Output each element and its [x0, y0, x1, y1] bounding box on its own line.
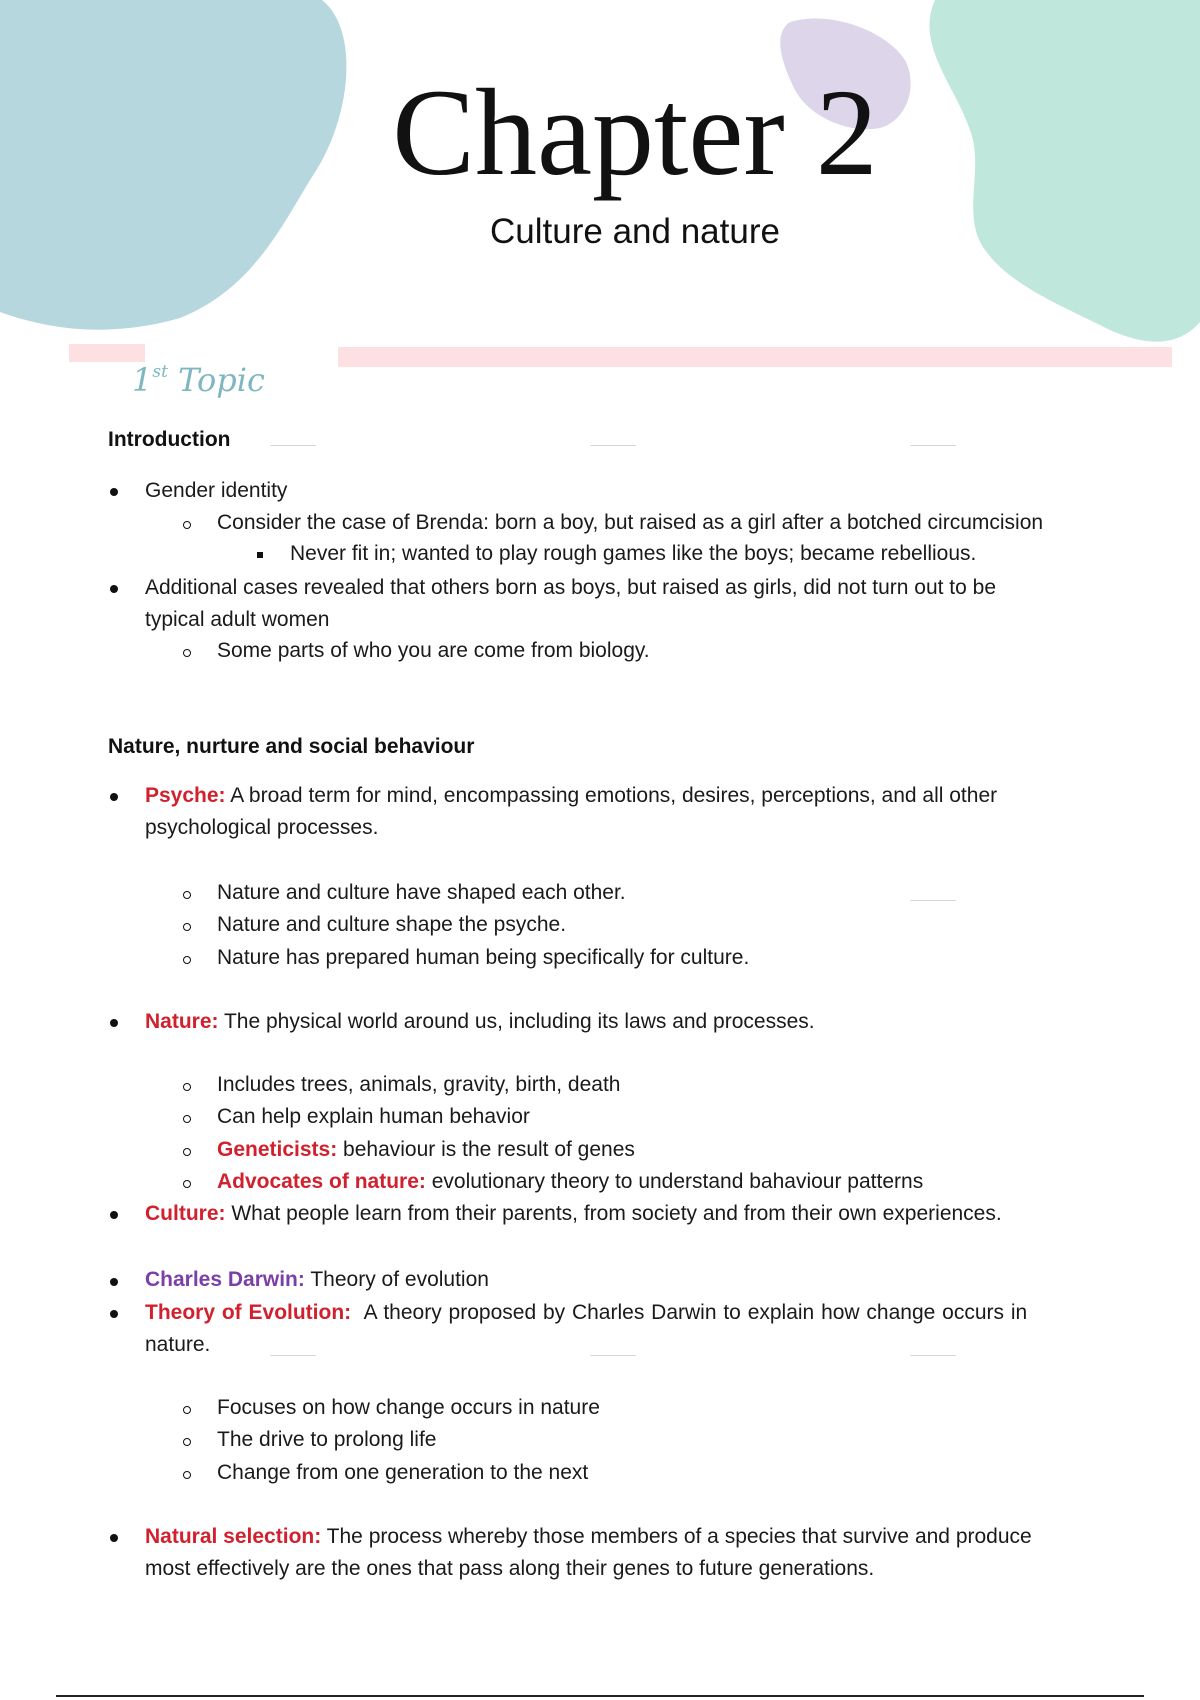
divider-dash	[590, 1355, 636, 1356]
culture-definition: What people learn from their parents, from society and from their own experiences.	[225, 1202, 1002, 1225]
bullet-disc	[110, 585, 118, 593]
darwin-definition: Theory of evolution	[304, 1268, 489, 1291]
page-bottom-rule	[56, 1695, 1144, 1697]
bullet-circle	[183, 649, 191, 657]
bullet-disc	[110, 1278, 118, 1286]
bullet-circle	[183, 1115, 191, 1123]
topic-word: Topic	[178, 361, 265, 399]
list-item: Never fit in; wanted to play rough games like the boys; became rebellious.	[290, 542, 977, 565]
list-item: Nature and culture shape the psyche.	[217, 913, 567, 936]
term-nature: Nature:	[145, 1010, 219, 1033]
list-item-continued: typical adult women	[145, 608, 330, 631]
bullet-disc	[110, 793, 118, 801]
bullet-circle	[183, 1148, 191, 1156]
bullet-disc	[110, 1534, 118, 1542]
bullet-disc	[110, 488, 118, 496]
bullet-circle	[183, 956, 191, 964]
evolution-definition: A theory proposed by Charles Darwin to explain how change occurs in	[351, 1301, 1028, 1324]
list-item: Consider the case of Brenda: born a boy, but raised as a girl after a botched circumcision	[217, 511, 1044, 534]
bullet-circle	[183, 1438, 191, 1446]
list-item: Nature has prepared human being specifically for culture.	[217, 946, 750, 969]
bullet-disc	[110, 1310, 118, 1318]
term-charles-darwin: Charles Darwin:	[145, 1268, 305, 1291]
list-item-psyche	[145, 781, 997, 811]
list-item: Can help explain human behavior	[217, 1105, 530, 1128]
list-item: Nature and culture have shaped each other.	[217, 881, 626, 904]
chapter-title: Chapter 2	[392, 64, 878, 201]
list-item: Additional cases revealed that others born as boys, but raised as girls, did not turn out to be	[145, 576, 997, 599]
advocates-definition: evolutionary theory to understand bahaviour patterns	[425, 1170, 924, 1193]
introduction-heading: Introduction	[108, 428, 231, 451]
bullet-circle	[183, 923, 191, 931]
divider-dash	[910, 900, 956, 901]
list-item-continued: nature.	[145, 1333, 211, 1356]
list-item-advocates	[217, 1167, 923, 1197]
nature-nurture-heading: Nature, nurture and social behaviour	[108, 735, 475, 758]
divider-dash	[270, 1355, 316, 1356]
list-item: Gender identity	[145, 479, 288, 502]
term-natural-selection: Natural selection:	[145, 1525, 322, 1548]
term-geneticists: Geneticists:	[217, 1138, 338, 1161]
geneticists-definition: behaviour is the result of genes	[337, 1138, 635, 1161]
list-item-nature	[145, 1007, 815, 1037]
list-item-continued: psychological processes.	[145, 816, 379, 839]
bullet-circle	[183, 891, 191, 899]
list-item: Focuses on how change occurs in nature	[217, 1396, 600, 1419]
term-theory-of-evolution: Theory of Evolution:	[145, 1301, 352, 1324]
natural-selection-definition: The process whereby those members of a species that survive and produce	[321, 1525, 1032, 1548]
divider-dash	[910, 1355, 956, 1356]
list-item-darwin	[145, 1265, 489, 1295]
term-advocates-of-nature: Advocates of nature:	[217, 1170, 426, 1193]
topic-label	[132, 352, 265, 400]
list-item-geneticists	[217, 1135, 635, 1165]
bullet-circle	[183, 1083, 191, 1091]
bullet-circle	[183, 1180, 191, 1188]
bullet-disc	[110, 1019, 118, 1027]
psyche-definition: A broad term for mind, encompassing emotions, desires, perceptions, and all other	[225, 784, 998, 807]
bullet-disc	[110, 1211, 118, 1219]
nature-definition: The physical world around us, including its laws and processes.	[218, 1010, 815, 1033]
list-item: The drive to prolong life	[217, 1428, 437, 1451]
divider-dash	[590, 445, 636, 446]
bullet-circle	[183, 521, 191, 529]
term-culture: Culture:	[145, 1202, 226, 1225]
list-item-natural-selection	[145, 1522, 1032, 1552]
list-item-culture	[145, 1199, 1002, 1229]
bullet-circle	[183, 1406, 191, 1414]
list-item: Some parts of who you are come from biology.	[217, 639, 650, 662]
list-item-evolution	[145, 1298, 1027, 1328]
term-psyche: Psyche:	[145, 784, 226, 807]
chapter-subtitle: Culture and nature	[490, 212, 780, 251]
list-item: Change from one generation to the next	[217, 1461, 589, 1484]
bullet-circle	[183, 1471, 191, 1479]
topic-suffix: st	[152, 362, 168, 382]
list-item: Includes trees, animals, gravity, birth, death	[217, 1073, 621, 1096]
topic-number: 1	[132, 361, 153, 399]
topic-band-right	[338, 347, 1172, 367]
divider-dash	[910, 445, 956, 446]
divider-dash	[270, 445, 316, 446]
list-item-continued: most effectively are the ones that pass along their genes to future generations.	[145, 1557, 875, 1580]
bullet-square	[257, 552, 263, 558]
